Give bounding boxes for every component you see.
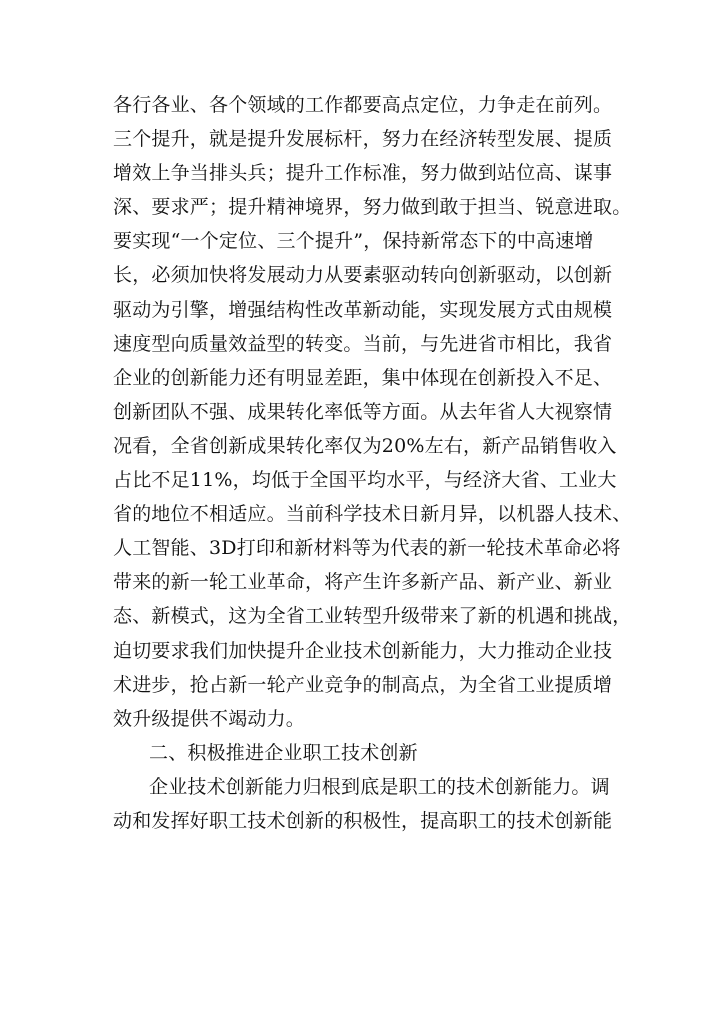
text-line: 增效上争当排头兵；提升工作标准，努力做到站位高、谋事 xyxy=(113,162,613,185)
document-body xyxy=(113,88,632,838)
text-line: 况看，全省创新成果转化率仅为20%左右，新产品销售收入 xyxy=(113,434,617,457)
text-line: 三个提升，就是提升发展标杆，努力在经济转型发展、提质 xyxy=(113,128,613,151)
text-line: 迫切要求我们加快提升企业技术创新能力，大力推动企业技 xyxy=(113,639,613,662)
text-line: 速度型向质量效益型的转变。当前，与先进省市相比，我省 xyxy=(113,332,613,355)
text-line: 长，必须加快将发展动力从要素驱动转向创新驱动，以创新 xyxy=(113,264,613,287)
paragraph-line: 企业技术创新能力归根到底是职工的技术创新能力。调 xyxy=(149,775,610,798)
text-line: 术进步，抢占新一轮产业竞争的制高点，为全省工业提质增 xyxy=(113,673,613,696)
paragraph-line: 动和发挥好职工技术创新的积极性，提高职工的技术创新能 xyxy=(113,809,613,832)
text-line: 带来的新一轮工业革命，将产生许多新产品、新产业、新业 xyxy=(113,571,613,594)
text-line: 各行各业、各个领域的工作都要高点定位，力争走在前列。 xyxy=(113,94,613,116)
text-line: 创新团队不强、成果转化率低等方面。从去年省人大视察情 xyxy=(113,400,613,423)
text-line: 态、新模式，这为全省工业转型升级带来了新的机遇和挑战， xyxy=(113,605,632,628)
text-line: 效升级提供不竭动力。 xyxy=(113,707,306,730)
text-line: 深、要求严；提升精神境界，努力做到敢于担当、锐意进取。 xyxy=(113,196,632,219)
text-line: 要实现“一个定位、三个提升”，保持新常态下的中高速增 xyxy=(113,230,594,253)
text-line: 企业的创新能力还有明显差距，集中体现在创新投入不足、 xyxy=(113,366,613,389)
section-heading: 二、积极推进企业职工技术创新 xyxy=(149,741,418,764)
text-line: 省的地位不相适应。当前科学技术日新月异，以机器人技术、 xyxy=(113,503,632,526)
text-line: 人工智能、3D打印和新材料等为代表的新一轮技术革命必将 xyxy=(113,537,621,560)
text-line: 驱动为引擎，增强结构性改革新动能，实现发展方式由规模 xyxy=(113,298,613,321)
text-line: 占比不足11%，均低于全国平均水平，与经济大省、工业大 xyxy=(113,469,617,492)
